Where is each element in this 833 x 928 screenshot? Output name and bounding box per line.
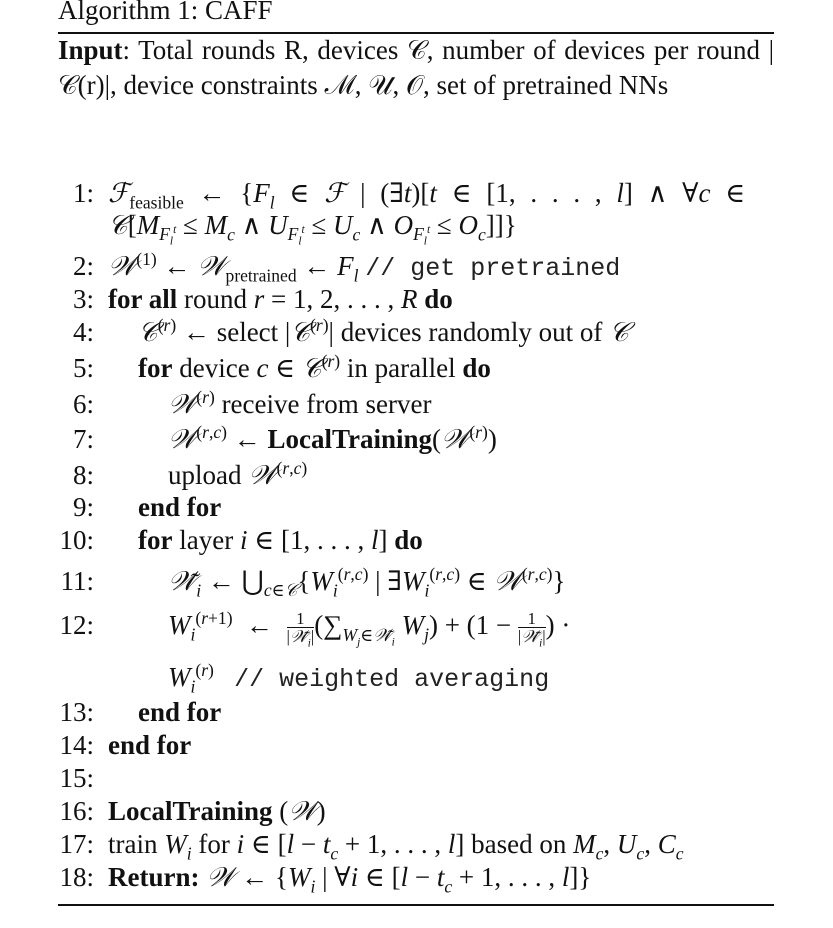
- line-number: 14:: [59, 730, 94, 760]
- line-number: 5:: [72, 353, 94, 383]
- keyword: end for: [138, 697, 222, 727]
- line-number: 4:: [72, 317, 94, 347]
- line-number: 12:: [59, 610, 94, 640]
- line-body: ℱ$_{feasible}$ ← {$F_l$ ∈ ℱ | (∃t)[t ∈ [1, . . . , l] ∧ ∀c ∈: [108, 178, 746, 213]
- line-body: 𝒲$^{(1)}$ ← 𝒲$_{pretrained}$ ← $F_l$ // get pretrained: [108, 249, 621, 286]
- line-number: 16:: [59, 796, 94, 826]
- input-label: Input: [58, 35, 123, 65]
- text: in parallel: [346, 353, 456, 383]
- line-body: $𝒲̃_i$ ← $⋃_{c\in 𝒞}\{W_i^{(r,c)}$ | $\exists W_i^{(r,c)}$ ∈ 𝒲$^{(r,c)}$}: [168, 564, 566, 602]
- text: layer: [179, 525, 234, 555]
- line-body: LocalTraining (𝒲): [108, 796, 326, 827]
- line-body: train $W_i$ for i ∈ [$l - t_c + 1$, . . . , l] based on $M_c$, $U_c$, $C_c$: [108, 829, 684, 864]
- text: round: [184, 284, 247, 314]
- line-number: 13:: [59, 697, 94, 727]
- keyword: end for: [138, 492, 222, 522]
- keyword: for: [138, 353, 173, 383]
- keyword: do: [424, 284, 453, 314]
- fraction: $\frac{1}{|𝒲̃_i|}$: [517, 609, 546, 650]
- line-body: $𝒞[M_{F_l^t} \le M_c$ ∧ $U_{F_l^t} \le U_c$ ∧ $O_{F_l^t} \le O_c$]]}: [108, 210, 517, 248]
- text: based on: [471, 829, 567, 859]
- text: select: [216, 317, 279, 347]
- keyword: LocalTraining: [267, 424, 433, 454]
- fraction: $\frac{1}{|𝒲̃_i|}$: [286, 609, 315, 650]
- line-number: 7:: [72, 424, 94, 454]
- keyword: LocalTraining: [108, 796, 273, 826]
- line-body: $W_i^{(r)}$ // weighted averaging: [168, 660, 550, 697]
- text: device: [179, 353, 250, 383]
- line-number: 1:: [72, 178, 94, 208]
- text: receive from server: [221, 389, 432, 419]
- line-body: 𝒲$^{(r)}$ receive from server: [168, 387, 432, 420]
- line-number: 15:: [59, 763, 94, 793]
- line-number: 18:: [59, 862, 94, 892]
- text: train: [108, 829, 158, 859]
- line-body: $W_i^{(r+1)}$ ← $\frac{1}{|𝒲̃_i|}$ ($\sum_{W_j\in 𝒲̃_i}$ $W_j) + (1$ − $\frac{1}{|𝒲̃_i|}$ ) ·: [168, 608, 571, 650]
- line-number: 10:: [59, 525, 94, 555]
- text: for: [198, 829, 230, 859]
- line-body: for layer i ∈ [1, . . . , l] do: [138, 525, 423, 555]
- keyword: do: [394, 525, 423, 555]
- text: devices randomly out of: [340, 317, 603, 347]
- line-number: 11:: [60, 566, 94, 596]
- line-body: for all round r = 1, 2, . . . , R do: [108, 284, 453, 314]
- keyword: end for: [108, 730, 192, 760]
- keyword: for all: [108, 284, 178, 314]
- line-number: 17:: [59, 829, 94, 859]
- comment-pretrained: // get pretrained: [365, 254, 621, 283]
- line-body: upload 𝒲$^{(r,c)}$: [168, 458, 308, 491]
- keyword: for: [138, 525, 173, 555]
- keyword: Return:: [108, 862, 200, 892]
- line-number: 3:: [72, 284, 94, 314]
- comment-weighted: // weighted averaging: [234, 665, 550, 694]
- line-number: 6:: [72, 389, 94, 419]
- line-body: 𝒲$^{(r,c)}$ ← LocalTraining(𝒲$^{(r)}$): [168, 422, 497, 455]
- input-text: : Total rounds R, devices 𝒞, number of devices per round |𝒞(r)|, device constraints ℳ, 𝒰, 𝒪, set of pretrained NNs: [58, 35, 774, 100]
- algorithm-block: [58, 0, 774, 928]
- keyword: do: [462, 353, 491, 383]
- line-body: 𝒞$^{(r)}$ ← select |𝒞$^{(r)}$| devices randomly out of 𝒞: [138, 315, 629, 348]
- input-spec: [58, 33, 774, 103]
- algorithm-title: Algorithm 1: CAFF: [58, 0, 273, 25]
- text: upload: [168, 460, 242, 490]
- line-number: 2:: [72, 251, 94, 281]
- line-number: 9:: [72, 492, 94, 522]
- bottom-rule: [58, 904, 774, 906]
- line-body: for device c ∈ 𝒞$^{(r)}$ in parallel do: [138, 351, 491, 384]
- line-body: Return: 𝒲 ← {$W_i$ | ∀i ∈ [$l - t_c + 1$, . . . , l]}: [108, 862, 592, 897]
- line-number: 8:: [72, 460, 94, 490]
